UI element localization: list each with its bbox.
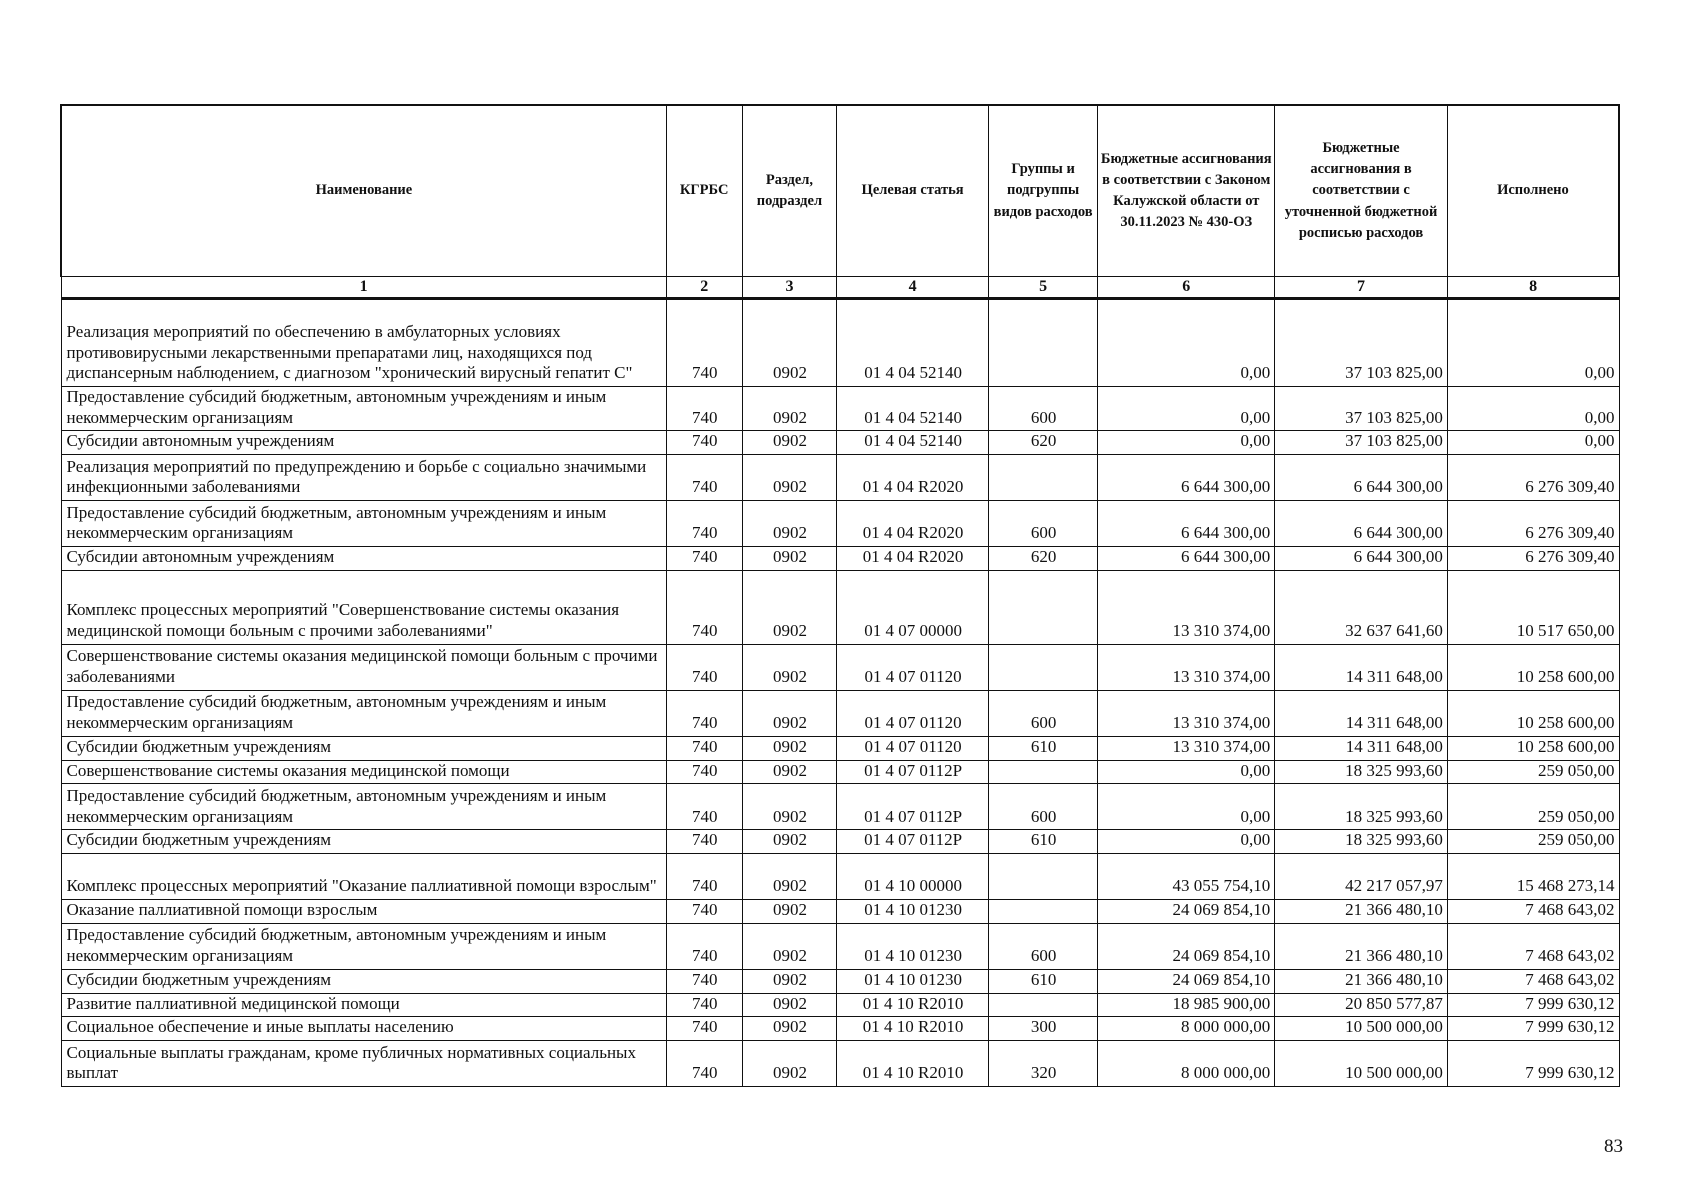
row-refined-cell: 18 325 993,60	[1275, 784, 1448, 830]
row-refined-cell: 18 325 993,60	[1275, 830, 1448, 854]
row-celevaya-cell: 01 4 04 R2020	[837, 547, 989, 571]
budget-table	[60, 104, 1620, 1087]
row-kgrbs-cell: 740	[666, 1017, 742, 1041]
row-kgrbs-cell: 740	[666, 455, 742, 501]
row-law-cell: 13 310 374,00	[1098, 736, 1275, 760]
row-executed-cell: 259 050,00	[1447, 830, 1619, 854]
table-body	[61, 299, 1619, 1087]
row-razdel-cell: 0902	[742, 736, 837, 760]
column-number: 6	[1098, 277, 1275, 299]
row-name-cell: Реализация мероприятий по предупреждению и борьбе с социально значимыми инфекционными заболеваниями	[61, 455, 666, 501]
header-assign-refined: Бюджетные ассигнования в соответствии с уточненной бюджетной росписью расходов	[1275, 105, 1448, 277]
row-name-cell: Предоставление субсидий бюджетным, автономным учреждениям и иным некоммерческим организациям	[61, 501, 666, 547]
row-name-cell: Комплекс процессных мероприятий "Совершенствование системы оказания медицинской помощи больным с прочими заболеваниями"	[61, 570, 666, 644]
row-razdel-cell: 0902	[742, 993, 837, 1017]
row-name-cell: Предоставление субсидий бюджетным, автономным учреждениям и иным некоммерческим организациям	[61, 387, 666, 431]
row-law-cell: 43 055 754,10	[1098, 854, 1275, 900]
row-name-cell: Предоставление субсидий бюджетным, автономным учреждениям и иным некоммерческим организациям	[61, 923, 666, 969]
row-kgrbs-cell: 740	[666, 923, 742, 969]
table-row	[61, 501, 1619, 547]
table-row	[61, 1041, 1619, 1087]
table-row	[61, 736, 1619, 760]
row-law-cell: 18 985 900,00	[1098, 993, 1275, 1017]
column-number: 5	[988, 277, 1097, 299]
table-row	[61, 299, 1619, 387]
row-law-cell: 24 069 854,10	[1098, 923, 1275, 969]
row-celevaya-cell: 01 4 07 0112P	[837, 760, 989, 784]
table-row	[61, 644, 1619, 690]
row-executed-cell: 15 468 273,14	[1447, 854, 1619, 900]
table-row	[61, 690, 1619, 736]
row-kgrbs-cell: 740	[666, 969, 742, 993]
row-razdel-cell: 0902	[742, 900, 837, 924]
row-refined-cell: 6 644 300,00	[1275, 501, 1448, 547]
row-vid-cell	[988, 854, 1097, 900]
row-razdel-cell: 0902	[742, 431, 837, 455]
row-vid-cell: 600	[988, 923, 1097, 969]
row-kgrbs-cell: 740	[666, 760, 742, 784]
row-kgrbs-cell: 740	[666, 501, 742, 547]
row-celevaya-cell: 01 4 10 R2010	[837, 1041, 989, 1087]
row-executed-cell: 10 517 650,00	[1447, 570, 1619, 644]
row-vid-cell: 620	[988, 547, 1097, 571]
row-executed-cell: 0,00	[1447, 299, 1619, 387]
row-law-cell: 13 310 374,00	[1098, 570, 1275, 644]
row-refined-cell: 14 311 648,00	[1275, 644, 1448, 690]
table-row	[61, 900, 1619, 924]
row-vid-cell	[988, 900, 1097, 924]
row-name-cell: Субсидии бюджетным учреждениям	[61, 969, 666, 993]
row-razdel-cell: 0902	[742, 1017, 837, 1041]
row-kgrbs-cell: 740	[666, 736, 742, 760]
row-celevaya-cell: 01 4 10 01230	[837, 969, 989, 993]
row-celevaya-cell: 01 4 07 01120	[837, 736, 989, 760]
header-name: Наименование	[61, 105, 666, 277]
row-kgrbs-cell: 740	[666, 854, 742, 900]
row-celevaya-cell: 01 4 07 0112P	[837, 784, 989, 830]
row-name-cell: Реализация мероприятий по обеспечению в амбулаторных условиях противовирусными лекарственными препаратами лиц, находящихся под диспансерным наблюдением, с диагнозом "хронический вирусный гепатит С"	[61, 299, 666, 387]
row-vid-cell	[988, 993, 1097, 1017]
row-vid-cell: 610	[988, 830, 1097, 854]
row-razdel-cell: 0902	[742, 570, 837, 644]
row-refined-cell: 37 103 825,00	[1275, 299, 1448, 387]
table-row	[61, 547, 1619, 571]
row-name-cell: Предоставление субсидий бюджетным, автономным учреждениям и иным некоммерческим организациям	[61, 784, 666, 830]
table-row	[61, 1017, 1619, 1041]
row-celevaya-cell: 01 4 07 0112P	[837, 830, 989, 854]
row-refined-cell: 21 366 480,10	[1275, 923, 1448, 969]
row-razdel-cell: 0902	[742, 830, 837, 854]
table-row	[61, 387, 1619, 431]
row-celevaya-cell: 01 4 10 R2010	[837, 993, 989, 1017]
row-razdel-cell: 0902	[742, 760, 837, 784]
row-name-cell: Развитие паллиативной медицинской помощи	[61, 993, 666, 1017]
row-kgrbs-cell: 740	[666, 570, 742, 644]
row-executed-cell: 10 258 600,00	[1447, 736, 1619, 760]
row-name-cell: Субсидии автономным учреждениям	[61, 431, 666, 455]
row-razdel-cell: 0902	[742, 969, 837, 993]
row-razdel-cell: 0902	[742, 299, 837, 387]
row-vid-cell: 600	[988, 387, 1097, 431]
row-kgrbs-cell: 740	[666, 547, 742, 571]
row-kgrbs-cell: 740	[666, 431, 742, 455]
page-number: 83	[1604, 1136, 1623, 1157]
row-vid-cell: 600	[988, 784, 1097, 830]
table-row	[61, 760, 1619, 784]
row-executed-cell: 7 468 643,02	[1447, 923, 1619, 969]
row-celevaya-cell: 01 4 04 R2020	[837, 455, 989, 501]
row-kgrbs-cell: 740	[666, 784, 742, 830]
column-number-row	[61, 277, 1619, 299]
row-name-cell: Социальные выплаты гражданам, кроме публичных нормативных социальных выплат	[61, 1041, 666, 1087]
row-celevaya-cell: 01 4 04 R2020	[837, 501, 989, 547]
column-number: 7	[1275, 277, 1448, 299]
table-row	[61, 993, 1619, 1017]
row-vid-cell: 320	[988, 1041, 1097, 1087]
row-kgrbs-cell: 740	[666, 830, 742, 854]
row-vid-cell: 600	[988, 690, 1097, 736]
row-kgrbs-cell: 740	[666, 387, 742, 431]
header-row	[61, 105, 1619, 277]
row-name-cell: Социальное обеспечение и иные выплаты населению	[61, 1017, 666, 1041]
row-celevaya-cell: 01 4 10 00000	[837, 854, 989, 900]
row-name-cell: Совершенствование системы оказания медицинской помощи больным с прочими заболеваниями	[61, 644, 666, 690]
row-refined-cell: 10 500 000,00	[1275, 1041, 1448, 1087]
row-kgrbs-cell: 740	[666, 690, 742, 736]
table-row	[61, 854, 1619, 900]
row-executed-cell: 7 468 643,02	[1447, 900, 1619, 924]
header-kgrbs: КГРБС	[666, 105, 742, 277]
row-razdel-cell: 0902	[742, 387, 837, 431]
row-celevaya-cell: 01 4 07 01120	[837, 644, 989, 690]
row-celevaya-cell: 01 4 10 01230	[837, 900, 989, 924]
row-vid-cell: 600	[988, 501, 1097, 547]
column-number: 4	[837, 277, 989, 299]
row-razdel-cell: 0902	[742, 644, 837, 690]
row-law-cell: 24 069 854,10	[1098, 969, 1275, 993]
row-razdel-cell: 0902	[742, 854, 837, 900]
row-refined-cell: 14 311 648,00	[1275, 736, 1448, 760]
table-row	[61, 570, 1619, 644]
row-law-cell: 8 000 000,00	[1098, 1041, 1275, 1087]
row-executed-cell: 7 999 630,12	[1447, 993, 1619, 1017]
row-vid-cell	[988, 644, 1097, 690]
row-vid-cell	[988, 299, 1097, 387]
row-refined-cell: 42 217 057,97	[1275, 854, 1448, 900]
row-executed-cell: 7 468 643,02	[1447, 969, 1619, 993]
row-executed-cell: 0,00	[1447, 387, 1619, 431]
row-law-cell: 0,00	[1098, 387, 1275, 431]
header-assign-law: Бюджетные ассигнования в соответствии с Законом Калужской области от 30.11.2023 № 430-ОЗ	[1098, 105, 1275, 277]
row-name-cell: Субсидии бюджетным учреждениям	[61, 830, 666, 854]
row-celevaya-cell: 01 4 10 R2010	[837, 1017, 989, 1041]
row-name-cell: Субсидии бюджетным учреждениям	[61, 736, 666, 760]
row-razdel-cell: 0902	[742, 784, 837, 830]
row-name-cell: Комплекс процессных мероприятий "Оказание паллиативной помощи взрослым"	[61, 854, 666, 900]
row-razdel-cell: 0902	[742, 923, 837, 969]
row-refined-cell: 37 103 825,00	[1275, 431, 1448, 455]
row-vid-cell: 300	[988, 1017, 1097, 1041]
table-row	[61, 784, 1619, 830]
column-number: 1	[61, 277, 666, 299]
row-razdel-cell: 0902	[742, 1041, 837, 1087]
header-celevaya: Целевая статья	[837, 105, 989, 277]
row-vid-cell	[988, 570, 1097, 644]
row-razdel-cell: 0902	[742, 501, 837, 547]
row-refined-cell: 20 850 577,87	[1275, 993, 1448, 1017]
row-law-cell: 13 310 374,00	[1098, 690, 1275, 736]
row-law-cell: 0,00	[1098, 431, 1275, 455]
row-celevaya-cell: 01 4 04 52140	[837, 431, 989, 455]
row-kgrbs-cell: 740	[666, 299, 742, 387]
row-law-cell: 8 000 000,00	[1098, 1017, 1275, 1041]
row-celevaya-cell: 01 4 10 01230	[837, 923, 989, 969]
column-number: 8	[1447, 277, 1619, 299]
row-law-cell: 6 644 300,00	[1098, 501, 1275, 547]
table-row	[61, 969, 1619, 993]
row-name-cell: Совершенствование системы оказания медицинской помощи	[61, 760, 666, 784]
row-refined-cell: 32 637 641,60	[1275, 570, 1448, 644]
row-refined-cell: 6 644 300,00	[1275, 547, 1448, 571]
row-refined-cell: 6 644 300,00	[1275, 455, 1448, 501]
row-law-cell: 24 069 854,10	[1098, 900, 1275, 924]
row-name-cell: Субсидии автономным учреждениям	[61, 547, 666, 571]
row-kgrbs-cell: 740	[666, 993, 742, 1017]
row-refined-cell: 18 325 993,60	[1275, 760, 1448, 784]
row-name-cell: Предоставление субсидий бюджетным, автономным учреждениям и иным некоммерческим организациям	[61, 690, 666, 736]
header-executed: Исполнено	[1447, 105, 1619, 277]
row-refined-cell: 21 366 480,10	[1275, 969, 1448, 993]
row-celevaya-cell: 01 4 07 01120	[837, 690, 989, 736]
row-law-cell: 13 310 374,00	[1098, 644, 1275, 690]
row-executed-cell: 6 276 309,40	[1447, 501, 1619, 547]
row-vid-cell: 620	[988, 431, 1097, 455]
row-executed-cell: 6 276 309,40	[1447, 455, 1619, 501]
row-law-cell: 0,00	[1098, 299, 1275, 387]
row-executed-cell: 259 050,00	[1447, 760, 1619, 784]
row-executed-cell: 10 258 600,00	[1447, 690, 1619, 736]
row-kgrbs-cell: 740	[666, 900, 742, 924]
row-vid-cell	[988, 455, 1097, 501]
row-refined-cell: 21 366 480,10	[1275, 900, 1448, 924]
row-refined-cell: 14 311 648,00	[1275, 690, 1448, 736]
row-vid-cell	[988, 760, 1097, 784]
row-law-cell: 0,00	[1098, 830, 1275, 854]
row-celevaya-cell: 01 4 04 52140	[837, 299, 989, 387]
row-executed-cell: 6 276 309,40	[1447, 547, 1619, 571]
row-law-cell: 6 644 300,00	[1098, 547, 1275, 571]
row-law-cell: 0,00	[1098, 784, 1275, 830]
row-executed-cell: 7 999 630,12	[1447, 1017, 1619, 1041]
row-law-cell: 0,00	[1098, 760, 1275, 784]
table-row	[61, 455, 1619, 501]
row-celevaya-cell: 01 4 07 00000	[837, 570, 989, 644]
column-number: 3	[742, 277, 837, 299]
row-kgrbs-cell: 740	[666, 1041, 742, 1087]
row-executed-cell: 259 050,00	[1447, 784, 1619, 830]
row-kgrbs-cell: 740	[666, 644, 742, 690]
row-executed-cell: 0,00	[1447, 431, 1619, 455]
table-row	[61, 830, 1619, 854]
header-razdel: Раздел, подраздел	[742, 105, 837, 277]
row-razdel-cell: 0902	[742, 547, 837, 571]
table-row	[61, 431, 1619, 455]
row-refined-cell: 37 103 825,00	[1275, 387, 1448, 431]
row-name-cell: Оказание паллиативной помощи взрослым	[61, 900, 666, 924]
row-law-cell: 6 644 300,00	[1098, 455, 1275, 501]
column-number: 2	[666, 277, 742, 299]
row-executed-cell: 7 999 630,12	[1447, 1041, 1619, 1087]
row-vid-cell: 610	[988, 736, 1097, 760]
row-vid-cell: 610	[988, 969, 1097, 993]
row-razdel-cell: 0902	[742, 690, 837, 736]
row-razdel-cell: 0902	[742, 455, 837, 501]
table-row	[61, 923, 1619, 969]
row-refined-cell: 10 500 000,00	[1275, 1017, 1448, 1041]
header-gruppy: Группы и подгруппы видов расходов	[988, 105, 1097, 277]
row-executed-cell: 10 258 600,00	[1447, 644, 1619, 690]
row-celevaya-cell: 01 4 04 52140	[837, 387, 989, 431]
